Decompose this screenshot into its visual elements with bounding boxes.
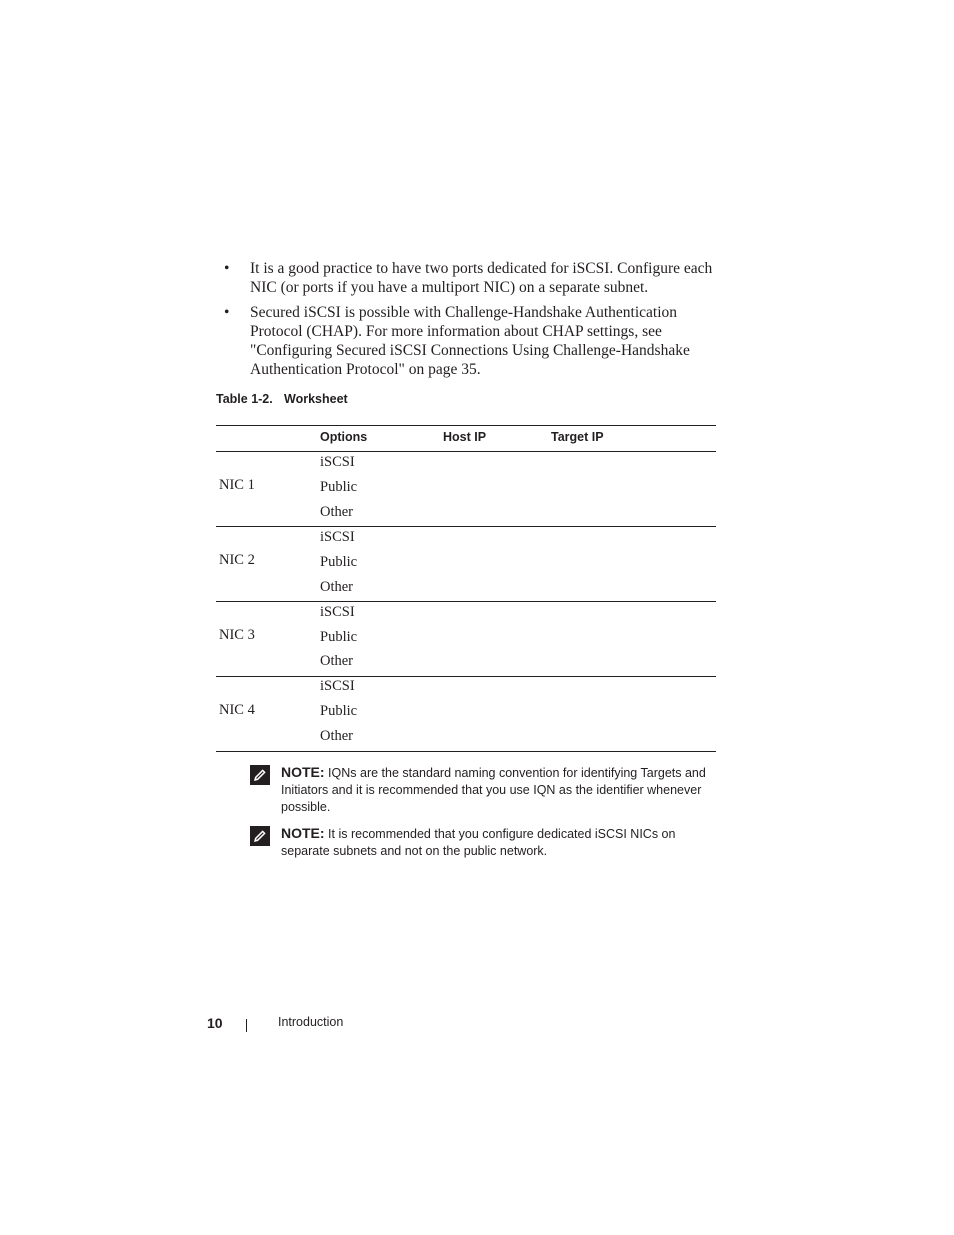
page-number: 10 xyxy=(207,1015,223,1031)
note-pencil-icon xyxy=(250,765,270,785)
bullet-text: Secured iSCSI is possible with Challenge-Handshake Authentication Protocol (CHAP). For more information about CHAP settings, see "Configuring Secured iSCSI Connections Using Challenge-Handshake Authentication Protocol" on page 35. xyxy=(250,304,690,378)
table-row-group xyxy=(216,602,716,677)
note-block xyxy=(250,825,720,860)
option-cell: Public xyxy=(320,629,358,645)
table-row-group xyxy=(216,452,716,527)
option-cell: Public xyxy=(320,703,358,719)
option-cell: iSCSI xyxy=(320,604,355,620)
option-cell: iSCSI xyxy=(320,529,355,545)
nic-label: NIC 4 xyxy=(219,702,255,718)
option-cell: iSCSI xyxy=(320,678,355,694)
note-text: IQNs are the standard naming convention for identifying Targets and Initiators and it is recommended that you use IQN as the identifier whenever possible. xyxy=(281,766,706,814)
worksheet-table xyxy=(216,425,716,752)
note-label: NOTE: xyxy=(281,764,325,780)
bullet-dot: • xyxy=(224,304,230,321)
bullet-list xyxy=(222,259,722,385)
header-host-ip: Host IP xyxy=(443,430,487,444)
table-header xyxy=(216,425,716,452)
table-row-group xyxy=(216,677,716,752)
note-block xyxy=(250,764,720,816)
option-cell: Other xyxy=(320,653,354,669)
option-cell: Other xyxy=(320,579,354,595)
nic-label: NIC 1 xyxy=(219,477,255,493)
nic-label: NIC 2 xyxy=(219,552,255,568)
option-cell: Other xyxy=(320,504,354,520)
table-caption-title: Worksheet xyxy=(284,392,348,406)
table-row-group xyxy=(216,527,716,602)
note-pencil-icon xyxy=(250,826,270,846)
bullet-text: It is a good practice to have two ports dedicated for iSCSI. Configure each NIC (or ports if you have a multiport NIC) on a separate subnet. xyxy=(250,260,713,296)
header-target-ip: Target IP xyxy=(551,430,604,444)
footer-section-title: Introduction xyxy=(278,1015,344,1029)
option-cell: Public xyxy=(320,479,358,495)
note-label: NOTE: xyxy=(281,825,325,841)
table-caption xyxy=(216,392,348,406)
note-text: It is recommended that you configure dedicated iSCSI NICs on separate subnets and not on the public network. xyxy=(281,827,676,858)
nic-label: NIC 3 xyxy=(219,627,255,643)
table-caption-label: Table 1-2. xyxy=(216,392,273,406)
header-options: Options xyxy=(320,430,368,444)
bullet-item xyxy=(222,259,722,297)
option-cell: iSCSI xyxy=(320,454,355,470)
option-cell: Other xyxy=(320,728,354,744)
bullet-item xyxy=(222,303,722,379)
bullet-dot: • xyxy=(224,260,230,277)
option-cell: Public xyxy=(320,554,358,570)
footer-separator xyxy=(246,1019,247,1032)
